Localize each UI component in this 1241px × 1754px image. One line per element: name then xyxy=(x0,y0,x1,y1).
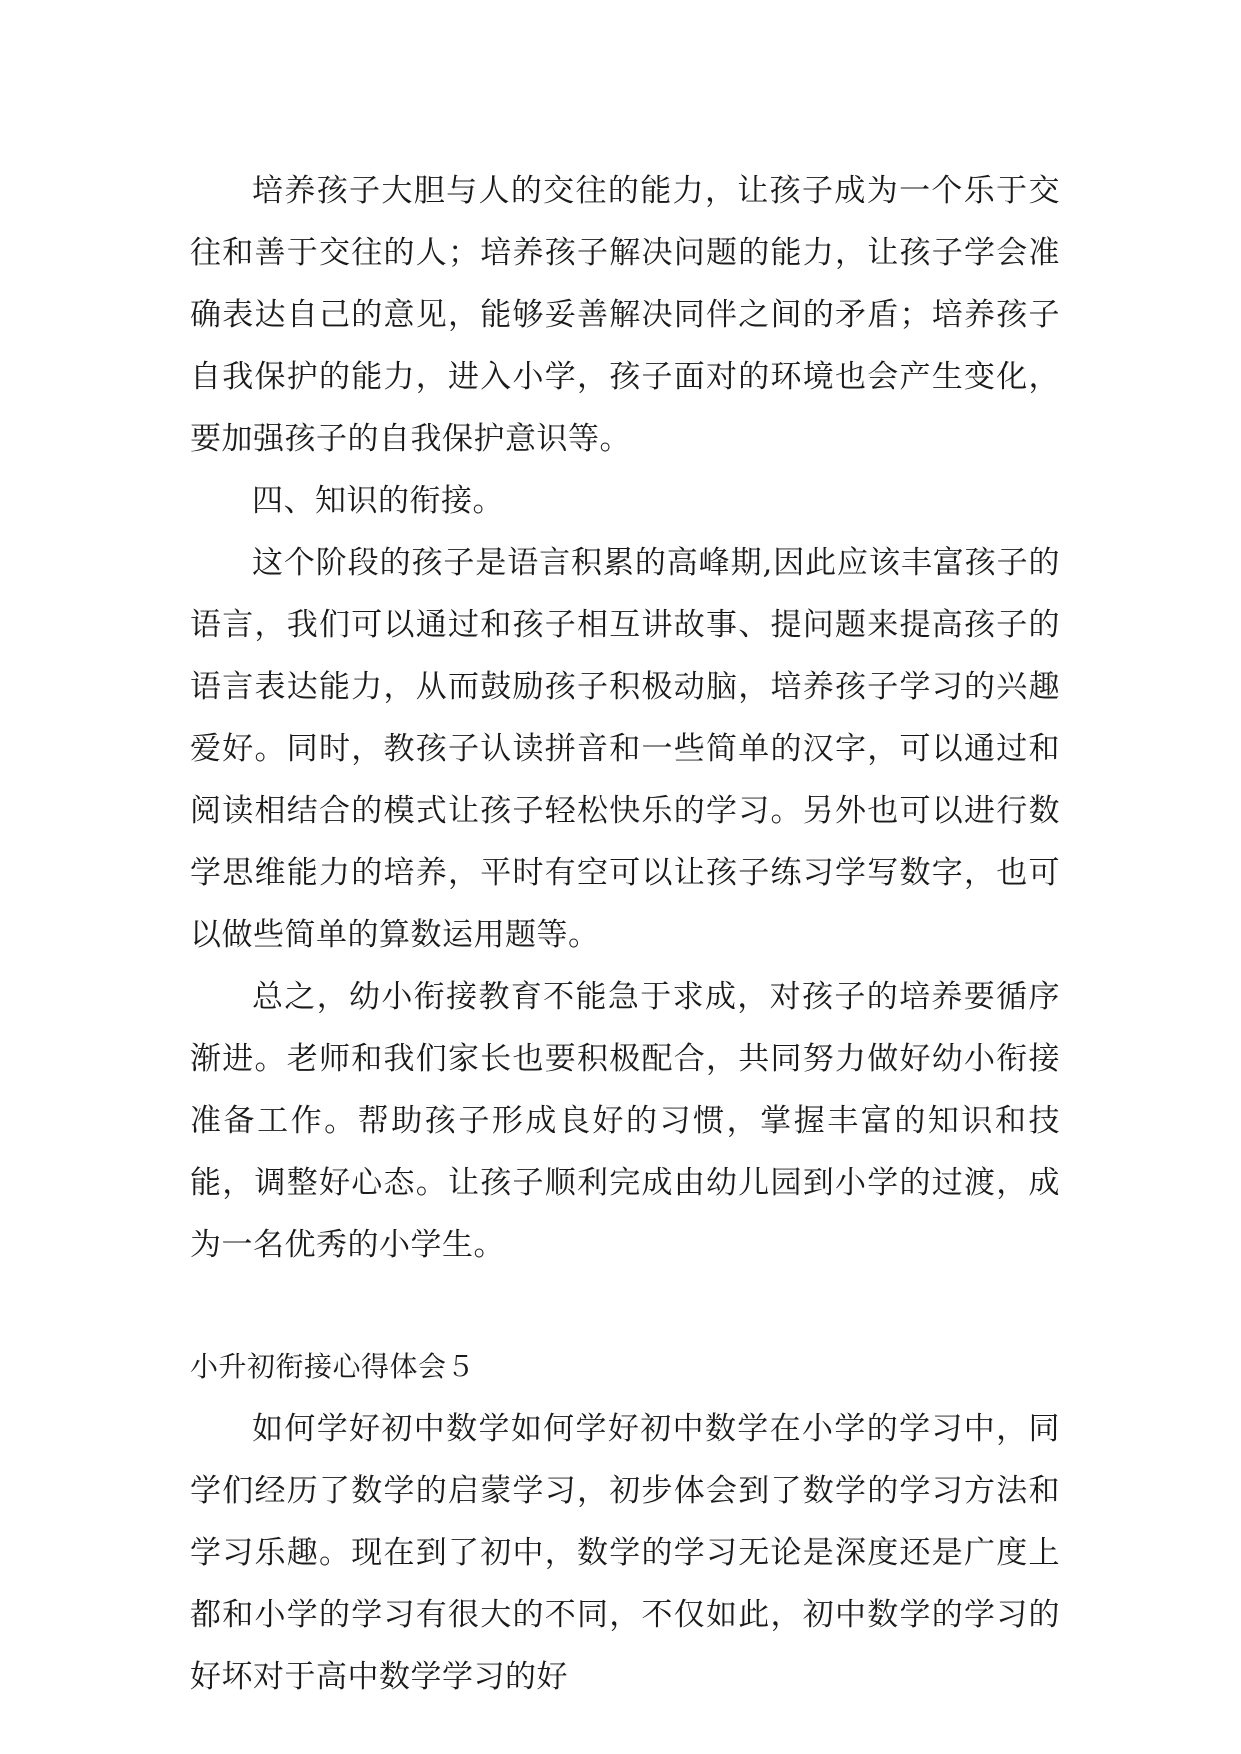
document-body xyxy=(190,160,1060,1708)
paragraph-social-skills: 培养孩子大胆与人的交往的能力，让孩子成为一个乐于交往和善于交往的人；培养孩子解决问题的能力，让孩子学会准确表达自己的意见，能够妥善解决同伴之间的矛盾；培养孩子自我保护的能力，进入小学，孩子面对的环境也会产生变化，要加强孩子的自我保护意识等。 xyxy=(190,173,1060,457)
section-heading-knowledge: 四、知识的衔接。 xyxy=(252,483,504,519)
section-spacer xyxy=(190,1276,1060,1336)
article-title: 小升初衔接心得体会５ xyxy=(190,1350,476,1383)
paragraph-conclusion: 总之，幼小衔接教育不能急于求成，对孩子的培养要循序渐进。老师和我们家长也要积极配合，共同努力做好幼小衔接准备工作。帮助孩子形成良好的习惯，掌握丰富的知识和技能，调整好心态。让孩子顺利完成由幼儿园到小学的过渡，成为一名优秀的小学生。 xyxy=(190,979,1060,1263)
paragraph-language: 这个阶段的孩子是语言积累的高峰期,因此应该丰富孩子的语言，我们可以通过和孩子相互讲故事、提问题来提高孩子的语言表达能力，从而鼓励孩子积极动脑，培养孩子学习的兴趣爱好。同时，教孩子认读拼音和一些简单的汉字，可以通过和阅读相结合的模式让孩子轻松快乐的学习。另外也可以进行数学思维能力的培养，平时有空可以让孩子练习学写数字，也可以做些简单的算数运用题等。 xyxy=(190,545,1060,953)
paragraph-math-intro: 如何学好初中数学如何学好初中数学在小学的学习中，同学们经历了数学的启蒙学习，初步体会到了数学的学习方法和学习乐趣。现在到了初中，数学的学习无论是深度还是广度上都和小学的学习有很大的不同，不仅如此，初中数学的学习的好坏对于高中数学学习的好 xyxy=(190,1411,1060,1695)
